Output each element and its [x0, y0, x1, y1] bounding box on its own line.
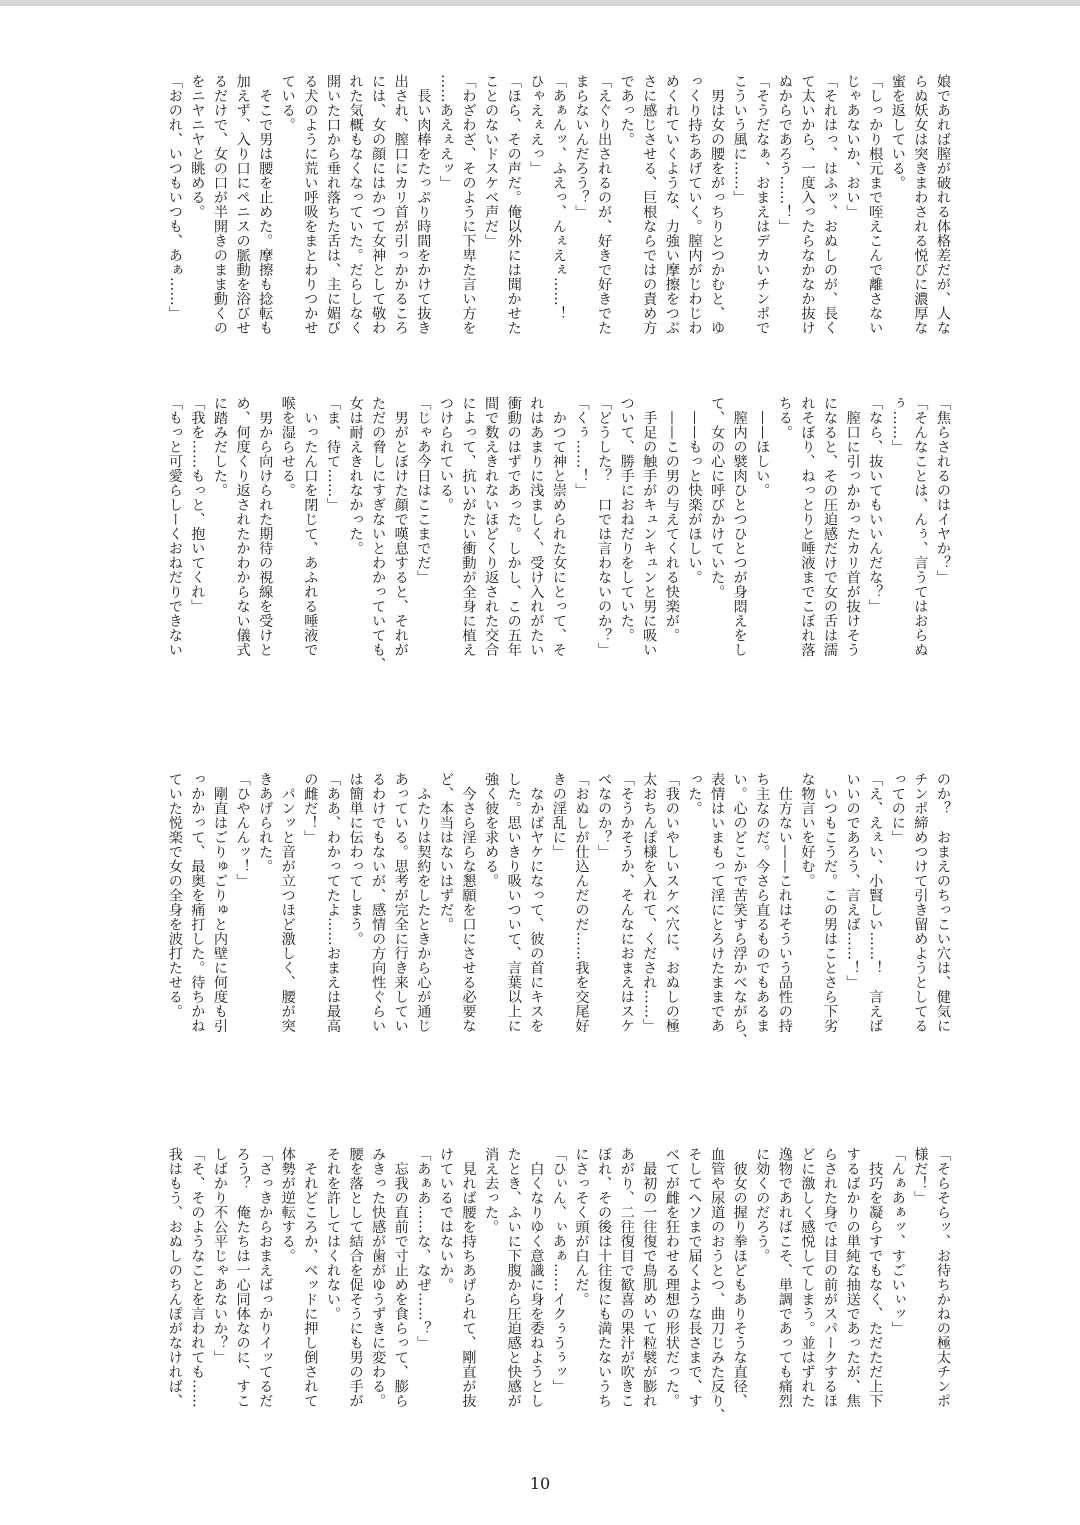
text-column: 「そらそらッ、お待ちかねの極太チンポ: [935, 1147, 951, 1408]
text-column: たとき、ふいに下腹から圧迫感と快感が: [505, 1147, 522, 1408]
text-column: ってのに」: [889, 772, 906, 845]
text-column: によって、抗いがたい衝動が全身に植え: [460, 396, 477, 657]
text-column: 男がとぼけた顔で嘆息すると、それが: [392, 396, 409, 657]
text-column: するばかりの単純な抽送であったが、焦: [844, 1147, 861, 1408]
text-column: 間で数えきれないほどくり返された交合: [483, 396, 500, 657]
text-column: 「しっかり根元まで咥えこんで離さない: [867, 74, 884, 335]
text-column: べなのか？」: [596, 772, 613, 859]
text-column: になると、その圧迫感だけで女の舌は濡: [822, 396, 839, 657]
text-column: 様だ！」: [912, 1147, 929, 1205]
text-column: 我はもう、おぬしのちんぽがなければ、: [166, 1147, 183, 1408]
text-column: 男は女の腰をがっちりとつかむと、ゆ: [709, 74, 726, 335]
text-column: けているではないか。: [437, 1147, 454, 1292]
text-column: 蜜を返している。: [889, 74, 906, 190]
text-column: 「我を……もっと、抱いてくれ」: [189, 396, 206, 614]
text-column: 仕方ない——これはそういう品性の持: [776, 772, 793, 1033]
text-column: 「なら、抜いてもいいんだな？」: [867, 396, 884, 614]
text-column: そこで男は腰を止めた。摩擦も捻転も: [257, 74, 274, 335]
text-column: どに激しく感悦してしまう。並はずれた: [799, 1147, 816, 1408]
text-column: 「それはっ、はふッ、おぬしのが、長く: [822, 74, 839, 335]
text-column: な物言いを好む。: [799, 772, 816, 888]
text-column: 剛直はごりゅごりゅと内壁に何度も引: [212, 772, 228, 1033]
text-column: きあげられた。: [257, 772, 274, 874]
text-column: 「あぁあ……な、なぜ……？」: [415, 1147, 432, 1350]
text-column: 「おのれ、いつもいつも、あぁ……」: [166, 74, 183, 321]
text-column: に踏みだした。: [212, 396, 228, 498]
text-column: 加えず、入り口にペニスの脈動を浴びせ: [234, 74, 251, 335]
text-column: ちる。: [776, 396, 793, 440]
text-column: 「ほら、その声だ。俺以外には聞かせた: [505, 74, 522, 335]
text-column: 手足の触手がキュンキュンと男に吸い: [641, 396, 658, 657]
text-column: べてが雌を狂わせる理想の形状だった。: [663, 1147, 680, 1408]
text-column: した。思いきり吸いついて、言葉以上に: [505, 772, 522, 1033]
text-column: しばかり不公平じゃあないか？」: [212, 1147, 228, 1365]
text-column: 「そ、そのようなことを言われても……: [189, 1147, 206, 1408]
text-column: れた気概もなくなっていた。だらしなく: [347, 74, 364, 335]
text-column: らぬ妖女は突きまわされる悦びに濃厚な: [912, 74, 929, 335]
text-column: きの淫乱に」: [550, 772, 567, 859]
text-column: っくり持ちあげていく。膣内がじわじわ: [686, 74, 703, 335]
text-column: 表情はいまもって淫にとろけたままであ: [709, 772, 726, 1033]
text-column: こういう風に……」: [731, 74, 748, 205]
text-column: 忘我の直前で寸止めを食らって、膨ら: [392, 1147, 409, 1408]
text-column: パンッと音が立つほど激しく、腰が突: [279, 772, 296, 1033]
text-column: 「さっきからおまえばっかりイッてるだ: [257, 1147, 274, 1408]
text-column: であった。: [618, 74, 635, 147]
text-column: 強く彼を求める。: [483, 772, 500, 888]
text-column: 娘であれば膣が破れる体格差だが、人な: [935, 74, 951, 335]
text-column: 見れば腰を持ちあげられて、剛直が抜: [460, 1147, 477, 1408]
text-column: 血管や尿道のおうとつ、曲刀じみた反り、: [709, 1147, 726, 1423]
text-column: 出され、膣口にカリ首が引っかかるころ: [392, 74, 409, 335]
text-column: チンポ締めつけて引き留めようとしてる: [912, 772, 929, 1033]
text-column: ぬからであろう……！」: [776, 74, 793, 234]
text-column: めくれていくような、力強い摩擦をつぶ: [663, 74, 680, 335]
text-column: ついて、勝手におねだりをしていた。: [618, 396, 635, 643]
text-column: 「もっと可愛らしーくおねだりできない: [166, 396, 183, 657]
text-column: 「ひやんんッ！」: [234, 772, 251, 888]
text-column: 「焦らされるのはイヤか？」: [935, 396, 951, 585]
text-column: ひゃえぇえっ」: [528, 74, 545, 176]
text-column: 膣内の襞肉ひとつひとつが身悶えをし: [731, 396, 748, 657]
text-column: 技巧を凝らすでもなく、ただただ上下: [867, 1147, 884, 1408]
text-column: 「ああ、わかってたよ……おまえは最高: [324, 772, 341, 1033]
text-column: 「わざわざ、そのように下卑た言い方を: [460, 74, 477, 335]
text-column: みきった快感が歯がゆうずきに変わる。: [370, 1147, 387, 1408]
text-column: 「くぅ……！」: [573, 396, 590, 498]
text-column: 「ひぃん、ぃあぁ……イクぅうぅッ」: [550, 1147, 567, 1394]
text-tier-2: [138, 396, 954, 686]
text-column: かつて神と崇められた女にとって、そ: [550, 396, 567, 657]
text-column: ろう？ 俺たちは一心同体なのに、すこ: [234, 1147, 251, 1408]
text-column: 「ま、待て……」: [324, 396, 341, 512]
text-column: に効くのだろう。: [754, 1147, 771, 1263]
text-column: つけられている。: [437, 396, 454, 512]
text-column: ——ほしい。: [754, 396, 771, 498]
text-column: 彼女の握り拳ほどもありそうな直径、: [731, 1147, 748, 1408]
page-number: 10: [529, 1474, 551, 1493]
text-column: あがり、二往復目で歓喜の果汁が吹きこ: [618, 1147, 635, 1408]
text-column: い。心のどこかで苦笑すら浮かべながら、: [731, 772, 748, 1048]
text-column: 開いた口から垂れ落ちた舌は、主に媚び: [324, 74, 341, 335]
text-column: 腰を落として結合を促そうにも男の手が: [347, 1147, 364, 1408]
text-column: ただの脅しにすぎないとわかっていても、: [370, 396, 387, 672]
text-column: るわけでもないが、感情の方向性ぐらい: [370, 772, 387, 1033]
text-column: 逸物であればこそ、単調であっても痛烈: [776, 1147, 793, 1408]
text-column: るだけで、女の口が半開きのまま動くの: [212, 74, 228, 335]
text-column: 体勢が逆転する。: [279, 1147, 296, 1263]
text-column: ……あえぇえッ」: [437, 74, 454, 190]
text-column: 男から向けられた期待の視線を受けと: [257, 396, 274, 657]
text-column: 「え、えぇい、小賢しい……！ 言えば: [867, 772, 884, 1033]
text-column: 「そうだなぁ、おまえはデカいチンポで: [754, 74, 771, 335]
text-column: それどころか、ベッドに押し倒されて: [302, 1147, 319, 1408]
text-column: をニヤニヤと眺める。: [189, 74, 206, 219]
text-column: いったん口を閉じて、あふれる唾液で: [302, 396, 319, 657]
text-column: さに感じさせる、巨根ならではの責め方: [641, 74, 658, 335]
text-column: ち主なのだ。今さら直るものでもあるま: [754, 772, 771, 1033]
text-column: いいのであろう、言えば……！」: [844, 772, 861, 990]
text-column: 最初の一往復で鳥肌めいて粒襞が膨れ: [641, 1147, 658, 1408]
text-tier-4: [138, 1147, 954, 1437]
text-column: 膣口に引っかかったカリ首が抜けそう: [844, 396, 861, 657]
scan-edge: [0, 0, 1080, 6]
text-column: にさっそく頭が白んだ。: [573, 1147, 590, 1307]
text-column: の雌だ！」: [302, 772, 319, 845]
text-column: いつもこうだ。この男はことさら下劣: [822, 772, 839, 1033]
text-column: 女は耐えきれなかった。: [347, 396, 364, 556]
text-column: め、何度くり返されたかわからない儀式: [234, 396, 251, 657]
text-column: それを許してはくれない。: [324, 1147, 341, 1321]
text-column: ている。: [279, 74, 296, 132]
text-column: には、女の顔にはかつて女神として敬わ: [370, 74, 387, 335]
text-column: 「そんなことは、んぅ、言うてはおらぬ: [912, 396, 929, 657]
text-column: ていた悦楽で女の全身を波打たせる。: [166, 772, 183, 1019]
text-column: 白くなりゆく意識に身を委ねようとし: [528, 1147, 545, 1408]
text-column: 喉を湿らせる。: [279, 396, 296, 498]
text-column: 太おちんぽ様を入れて、くだされ……」: [641, 772, 658, 1033]
text-column: て太いから、一度入ったらなかなか抜け: [799, 74, 816, 335]
text-column: のか？ おまえのちっこい穴は、健気に: [935, 772, 951, 1033]
text-column: そしてヘソまで届くような長さまで、す: [686, 1147, 703, 1408]
text-column: 「んぁあぁッ、すごいぃッ」: [889, 1147, 906, 1336]
text-column: ど、本当はないはずだ。: [437, 772, 454, 932]
text-tier-3: [138, 772, 954, 1062]
text-column: 長い肉棒をたっぷり時間をかけて抜き: [415, 74, 432, 335]
text-column: 今さら淫らな懇願を口にさせる必要な: [460, 772, 477, 1033]
text-column: あっている。思考が完全に行き来してい: [392, 772, 409, 1033]
text-column: なかばヤケになって、彼の首にキスを: [528, 772, 545, 1033]
text-column: まらないんだろう？」: [573, 74, 590, 219]
text-column: 衝動のはずであった。しかし、この五年: [505, 396, 522, 657]
text-column: っかかって、最奥を痛打した。待ちかね: [189, 772, 206, 1033]
text-column: った。: [686, 772, 703, 816]
text-column: 「どうした？ 口では言わないのか？」: [596, 396, 613, 657]
text-column: は簡単に伝わってしまう。: [347, 772, 364, 946]
text-column: ぅ……」: [889, 396, 906, 454]
text-column: れはあまりに浅ましく、受け入れがたい: [528, 396, 545, 657]
text-column: ——もっと快楽がほしい。: [686, 396, 703, 585]
text-column: 「我のいやしいスケベ穴に、おぬしの極: [663, 772, 680, 1033]
text-column: らされた身では目の前がスパークするほ: [822, 1147, 839, 1408]
text-column: ことのないドスケベ声だ」: [483, 74, 500, 248]
text-column: る犬のように荒い呼吸をまとわりつかせ: [302, 74, 319, 335]
text-column: 「そうかそうか、そんなにおまえはスケ: [618, 772, 635, 1033]
text-column: じゃあないか、おい」: [844, 74, 861, 219]
text-column: 「じゃあ今日はここまでだ」: [415, 396, 432, 585]
text-column: 「おぬしが仕込んだのだ……我を交尾好: [573, 772, 590, 1033]
text-column: 「えぐり出されるのが、好きで好きでた: [596, 74, 613, 335]
text-column: れそぼり、ねっとりと唾液までこぼれ落: [799, 396, 816, 657]
text-column: 消え去った。: [483, 1147, 500, 1234]
text-column: て、女の心に呼びかけていた。: [709, 396, 726, 599]
text-column: 「あぁんッ、ふえっ、んぇえぇ……！: [550, 74, 567, 321]
text-tier-1: [138, 74, 954, 364]
text-column: ——この男の与えてくれる快楽が。: [663, 396, 680, 643]
text-column: ぼれ、その後は十往復にも満たないうち: [596, 1147, 613, 1408]
text-column: ふたりは契約をしたときから心が通じ: [415, 772, 432, 1033]
